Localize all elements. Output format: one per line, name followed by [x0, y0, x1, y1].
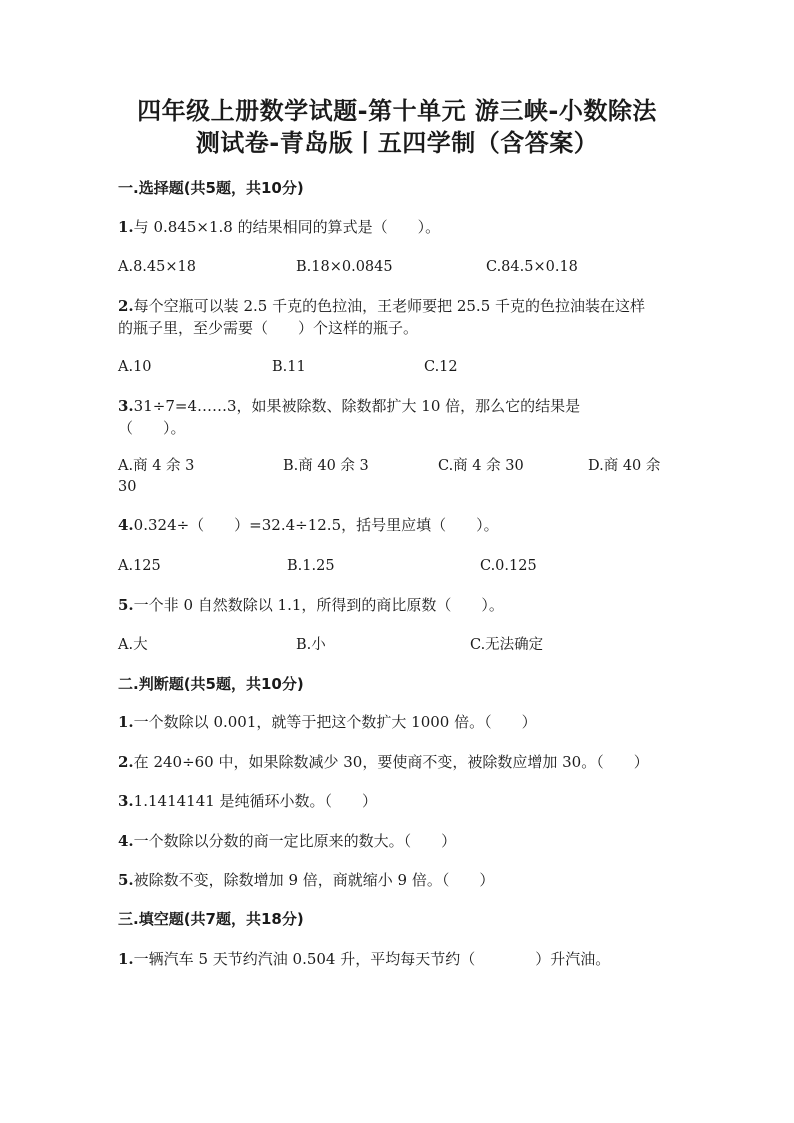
question-number: 5.: [118, 871, 134, 889]
option-c: C.84.5×0.18: [486, 259, 578, 275]
option-b: B.11: [272, 359, 306, 375]
question-text-line1: 31÷7=4……3，如果被除数、除数都扩大 10 倍，那么它的结果是: [133, 397, 581, 415]
question-text: 一个数除以分数的商一定比原来的数大。（ ）: [133, 832, 457, 850]
question-number: 5.: [118, 596, 134, 614]
question-number: 2.: [118, 297, 134, 315]
question-text: 1.1414141 是纯循环小数。（ ）: [133, 792, 378, 810]
question-text: 一个数除以 0.001，就等于把这个数扩大 1000 倍。（ ）: [133, 713, 537, 731]
option-c: C.无法确定: [470, 637, 544, 653]
option-b: B.18×0.0845: [296, 259, 393, 275]
choice-question-4: [118, 514, 688, 536]
judgement-question-5: [118, 869, 688, 891]
option-b: B.商 40 余 3: [283, 458, 369, 474]
document-title-line1: 四年级上册数学试题-第十单元 游三峡-小数除法: [137, 97, 657, 125]
question-number: 1.: [118, 713, 134, 731]
option-d-wrap: 30: [118, 479, 137, 495]
option-c: C.12: [424, 359, 458, 375]
option-b: B.1.25: [287, 558, 335, 574]
option-c: C.0.125: [480, 558, 537, 574]
option-a: A.8.45×18: [118, 259, 196, 275]
question-number: 1.: [118, 950, 134, 968]
section-heading-fill-in: 三.填空题(共7题，共18分): [118, 910, 304, 928]
question-text: 与 0.845×1.8 的结果相同的算式是（ ）。: [133, 218, 441, 236]
question-text: 一辆汽车 5 天节约汽油 0.504 升，平均每天节约（ ）升汽油。: [133, 950, 611, 968]
option-a: A.大: [118, 637, 148, 653]
section-heading-choice: 一.选择题(共5题，共10分): [118, 179, 304, 197]
question-text-line1: 每个空瓶可以装 2.5 千克的色拉油，王老师要把 25.5 千克的色拉油装在这样: [133, 297, 646, 315]
option-a: A.商 4 余 3: [118, 458, 195, 474]
question-text-line2: （ ）。: [118, 419, 186, 437]
option-c: C.商 4 余 30: [438, 458, 524, 474]
option-d: D.商 40 余: [588, 458, 661, 474]
question-text-line2: 的瓶子里，至少需要（ ）个这样的瓶子。: [118, 319, 419, 337]
option-b: B.小: [296, 637, 326, 653]
choice-question-5: [118, 594, 688, 616]
question-text: 一个非 0 自然数除以 1.1，所得到的商比原数（ ）。: [133, 596, 504, 614]
document-title-line2: 测试卷-青岛版丨五四学制（含答案）: [195, 129, 599, 157]
judgement-question-4: [118, 830, 688, 852]
judgement-question-2: [118, 751, 688, 773]
choice-question-3: [118, 395, 688, 439]
option-a: A.125: [118, 558, 161, 574]
question-number: 2.: [118, 753, 134, 771]
option-a: A.10: [118, 359, 152, 375]
question-text: 0.324÷（ ）=32.4÷12.5，括号里应填（ ）。: [133, 516, 499, 534]
fill-question-1: [118, 948, 688, 970]
judgement-question-1: [118, 711, 688, 733]
judgement-question-3: [118, 790, 688, 812]
question-number: 4.: [118, 832, 134, 850]
question-number: 3.: [118, 397, 134, 415]
question-text: 在 240÷60 中，如果除数减少 30，要使商不变，被除数应增加 30。（ ）: [133, 753, 649, 771]
section-heading-judgement: 二.判断题(共5题，共10分): [118, 675, 304, 693]
choice-question-2: [118, 295, 688, 339]
choice-question-1: [118, 216, 688, 238]
question-number: 3.: [118, 792, 134, 810]
question-number: 4.: [118, 516, 134, 534]
question-text: 被除数不变，除数增加 9 倍，商就缩小 9 倍。（ ）: [133, 871, 495, 889]
question-number: 1.: [118, 218, 134, 236]
